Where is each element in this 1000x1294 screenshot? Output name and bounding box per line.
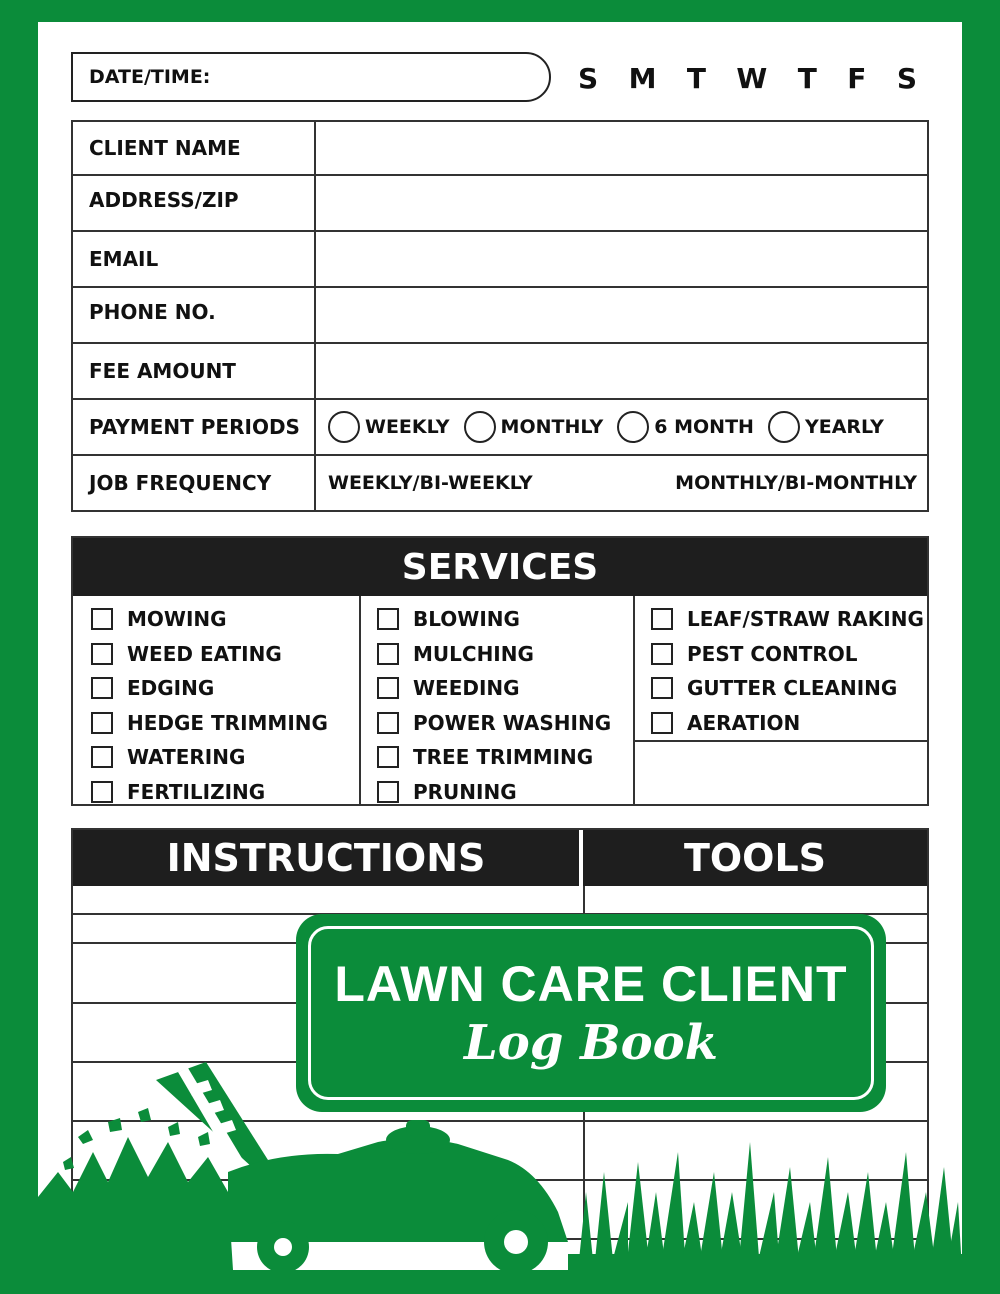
checkbox-icon — [651, 677, 673, 699]
email-field[interactable] — [316, 232, 927, 286]
address-row — [73, 176, 927, 232]
fee-row — [73, 344, 927, 400]
checkbox-icon — [377, 712, 399, 734]
day-friday[interactable]: F — [847, 61, 868, 95]
radio-circle-icon — [617, 411, 649, 443]
service-label: EDGING — [127, 676, 215, 701]
payment-periods-label: PAYMENT PERIODS — [73, 400, 316, 454]
fee-label: FEE AMOUNT — [73, 344, 316, 398]
service-label: PRUNING — [413, 779, 517, 804]
tools-title: TOOLS — [583, 830, 927, 886]
instructions-title: INSTRUCTIONS — [73, 830, 583, 886]
frequency-monthly-option[interactable]: MONTHLY/BI-MONTHLY — [675, 472, 917, 494]
log-page — [38, 22, 962, 1270]
client-name-field[interactable] — [316, 122, 927, 174]
service-label: TREE TRIMMING — [413, 745, 594, 770]
service-checkbox-item[interactable] — [651, 706, 927, 741]
payment-weekly-label: WEEKLY — [365, 416, 450, 438]
address-label: ADDRESS/ZIP — [73, 176, 316, 230]
checkbox-icon — [377, 643, 399, 665]
service-label: AERATION — [687, 710, 801, 735]
radio-circle-icon — [328, 411, 360, 443]
service-checkbox-item[interactable] — [377, 706, 633, 741]
divider — [635, 740, 927, 742]
checkbox-icon — [377, 746, 399, 768]
service-checkbox-item[interactable] — [377, 775, 633, 810]
address-field[interactable] — [316, 176, 927, 230]
service-checkbox-item[interactable] — [91, 775, 359, 810]
book-title: LAWN CARE CLIENT — [334, 956, 848, 1012]
checkbox-icon — [91, 746, 113, 768]
date-time-field[interactable] — [71, 52, 551, 102]
service-label: WATERING — [127, 745, 246, 770]
checkbox-icon — [651, 608, 673, 630]
service-checkbox-item[interactable] — [91, 706, 359, 741]
frequency-weekly-option[interactable]: WEEKLY/BI-WEEKLY — [328, 472, 533, 494]
service-label: HEDGE TRIMMING — [127, 710, 328, 735]
payment-6-month-option[interactable] — [617, 411, 754, 443]
radio-circle-icon — [464, 411, 496, 443]
checkbox-icon — [377, 781, 399, 803]
services-column-3 — [635, 596, 927, 804]
service-label: PEST CONTROL — [687, 641, 858, 666]
book-subtitle: Log Book — [464, 1015, 718, 1071]
job-frequency-row — [73, 456, 927, 510]
service-checkbox-item[interactable] — [651, 637, 927, 672]
day-wednesday[interactable]: W — [736, 61, 769, 95]
checkbox-icon — [377, 608, 399, 630]
weekday-selector — [578, 56, 918, 100]
service-label: GUTTER CLEANING — [687, 676, 898, 701]
fee-field[interactable] — [316, 344, 927, 398]
client-info-table — [71, 120, 929, 512]
title-badge — [296, 914, 886, 1112]
client-name-label: CLIENT NAME — [73, 122, 316, 174]
checkbox-icon — [91, 677, 113, 699]
service-label: POWER WASHING — [413, 710, 612, 735]
payment-monthly-label: MONTHLY — [500, 416, 604, 438]
checkbox-icon — [651, 712, 673, 734]
services-title: SERVICES — [73, 538, 927, 596]
payment-6-month-label: 6 MONTH — [654, 416, 754, 438]
job-frequency-label: JOB FREQUENCY — [73, 456, 316, 510]
service-label: LEAF/STRAW RAKING — [687, 607, 924, 632]
service-checkbox-item[interactable] — [91, 671, 359, 706]
date-time-label: DATE/TIME: — [89, 66, 211, 88]
radio-circle-icon — [768, 411, 800, 443]
service-checkbox-item[interactable] — [377, 602, 633, 637]
checkbox-icon — [91, 781, 113, 803]
phone-label: PHONE NO. — [73, 288, 316, 342]
service-checkbox-item[interactable] — [377, 740, 633, 775]
payment-periods-options — [316, 400, 927, 454]
checkbox-icon — [651, 643, 673, 665]
phone-row — [73, 288, 927, 344]
services-column-2 — [361, 596, 635, 804]
phone-field[interactable] — [316, 288, 927, 342]
service-checkbox-item[interactable] — [91, 602, 359, 637]
checkbox-icon — [91, 608, 113, 630]
payment-weekly-option[interactable] — [328, 411, 450, 443]
checkbox-icon — [377, 677, 399, 699]
checkbox-icon — [91, 643, 113, 665]
email-row — [73, 232, 927, 288]
service-checkbox-item[interactable] — [377, 637, 633, 672]
service-checkbox-item[interactable] — [651, 671, 927, 706]
email-label: EMAIL — [73, 232, 316, 286]
service-label: FERTILIZING — [127, 779, 266, 804]
payment-periods-row — [73, 400, 927, 456]
checkbox-icon — [91, 712, 113, 734]
day-saturday[interactable]: S — [896, 61, 918, 95]
services-section — [71, 536, 929, 806]
service-label: MULCHING — [413, 641, 534, 666]
service-checkbox-item[interactable] — [651, 602, 927, 637]
service-label: WEED EATING — [127, 641, 282, 666]
service-label: WEEDING — [413, 676, 520, 701]
day-sunday[interactable]: S — [578, 61, 600, 95]
day-thursday[interactable]: T — [797, 61, 818, 95]
service-checkbox-item[interactable] — [91, 637, 359, 672]
payment-yearly-label: YEARLY — [804, 416, 884, 438]
services-column-1 — [73, 596, 361, 804]
job-frequency-options — [316, 456, 927, 510]
client-name-row — [73, 122, 927, 176]
payment-yearly-option[interactable] — [768, 411, 884, 443]
service-label: BLOWING — [413, 607, 520, 632]
service-checkbox-item[interactable] — [377, 671, 633, 706]
day-tuesday[interactable]: T — [686, 61, 707, 95]
day-monday[interactable]: M — [628, 61, 658, 95]
service-label: MOWING — [127, 607, 227, 632]
service-checkbox-item[interactable] — [91, 740, 359, 775]
payment-monthly-option[interactable] — [464, 411, 604, 443]
